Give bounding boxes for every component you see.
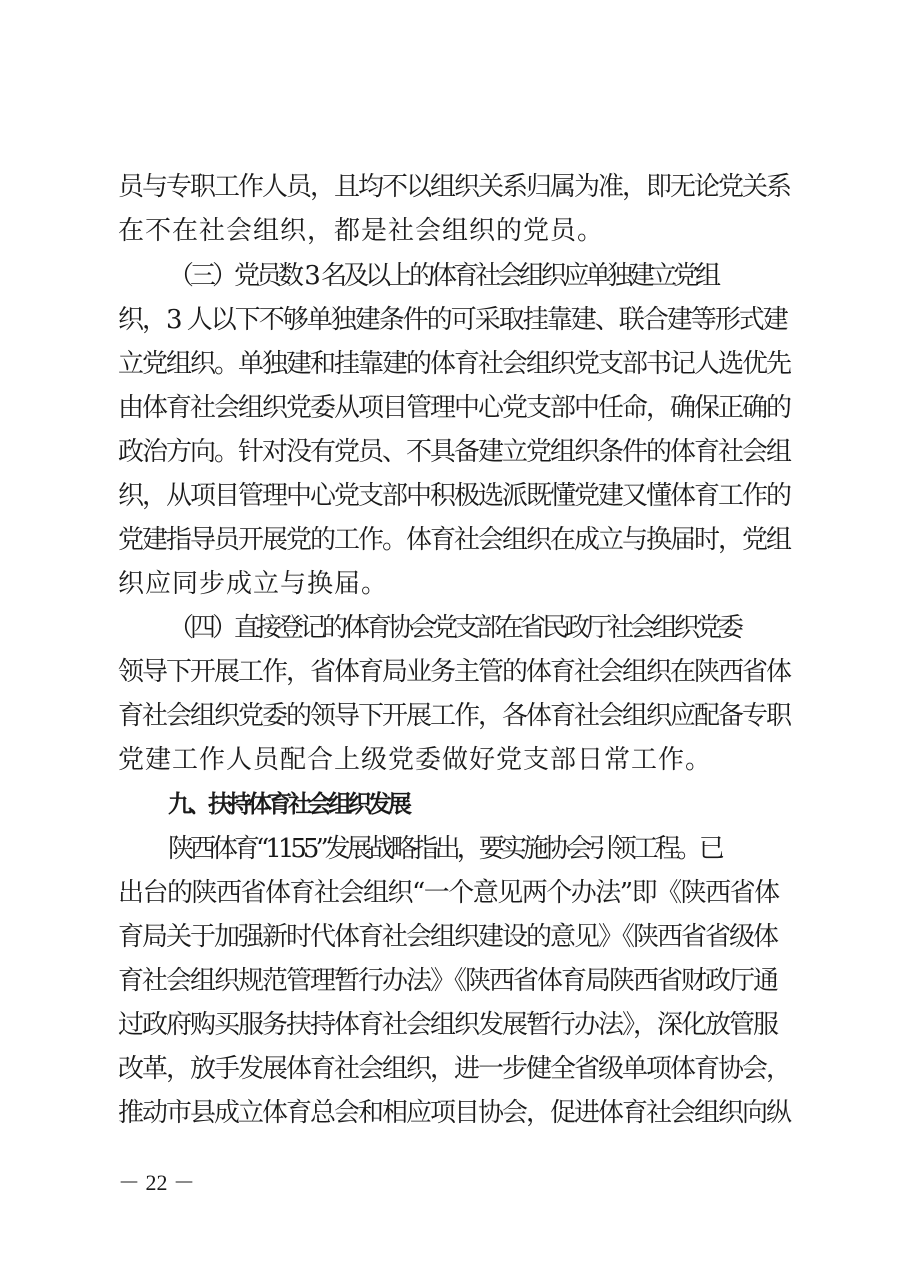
page-number: － 22 － [118,1170,196,1195]
paragraph-start-line: （四）直接登记的体育协会党支部在省民政厅社会组织党委 [168,613,741,643]
section-heading: 九、扶持体育社会组织发展 [168,790,408,818]
body-text-line: 由体育社会组织党委从项目管理中心党支部中任命，确保正确的 [118,393,791,423]
body-text-line: 织应同步成立与换届。 [118,569,389,599]
body-text-line: 织，3 人以下不够单独建条件的可采取挂靠建、联合建等形式建 [118,305,787,335]
body-text-line: 育局关于加强新时代体育社会组织建设的意见》《陕西省省级体 [118,922,778,952]
body-text-line: 立党组织。单独建和挂靠建的体育社会组织党支部书记人选优先 [118,349,791,379]
body-text-line: 改革，放手发展体育社会组织，进一步健全省级单项体育协会， [118,1054,791,1084]
paragraph-start-line: （三）党员数 3 名及以上的体育社会组织应单独建立党组 [168,261,718,291]
body-text-line: 育社会组织规范管理暂行办法》《陕西省体育局陕西省财政厅通 [118,966,778,996]
body-text-line: 党建指导员开展党的工作。体育社会组织在成立与换届时，党组 [118,525,791,555]
body-text-line: 织，从项目管理中心党支部中积极选派既懂党建又懂体育工作的 [118,481,791,511]
body-text-line: 政治方向。针对没有党员、不具备建立党组织条件的体育社会组 [118,437,791,467]
body-text-line: 在不在社会组织，都是社会组织的党员。 [118,216,605,246]
paragraph-start-line: 陕西体育“1155”发展战略指出，要实施协会引领工程。已 [168,834,721,864]
body-text-line: 出台的陕西省体育社会组织“一个意见两个办法”即《陕西省体 [118,878,779,908]
body-text-line: 推动市县成立体育总会和相应项目协会，促进体育社会组织向纵 [118,1098,791,1128]
body-text-line: 育社会组织党委的领导下开展工作，各体育社会组织应配备专职 [118,701,791,731]
body-text-line: 过政府购买服务扶持体育社会组织发展暂行办法》，深化放管服 [118,1010,778,1040]
body-text-line: 领导下开展工作，省体育局业务主管的体育社会组织在陕西省体 [118,657,791,687]
body-text-line: 员与专职工作人员，且均不以组织关系归属为准，即无论党关系 [118,172,791,202]
body-text-line: 党建工作人员配合上级党委做好党支部日常工作。 [118,745,713,775]
